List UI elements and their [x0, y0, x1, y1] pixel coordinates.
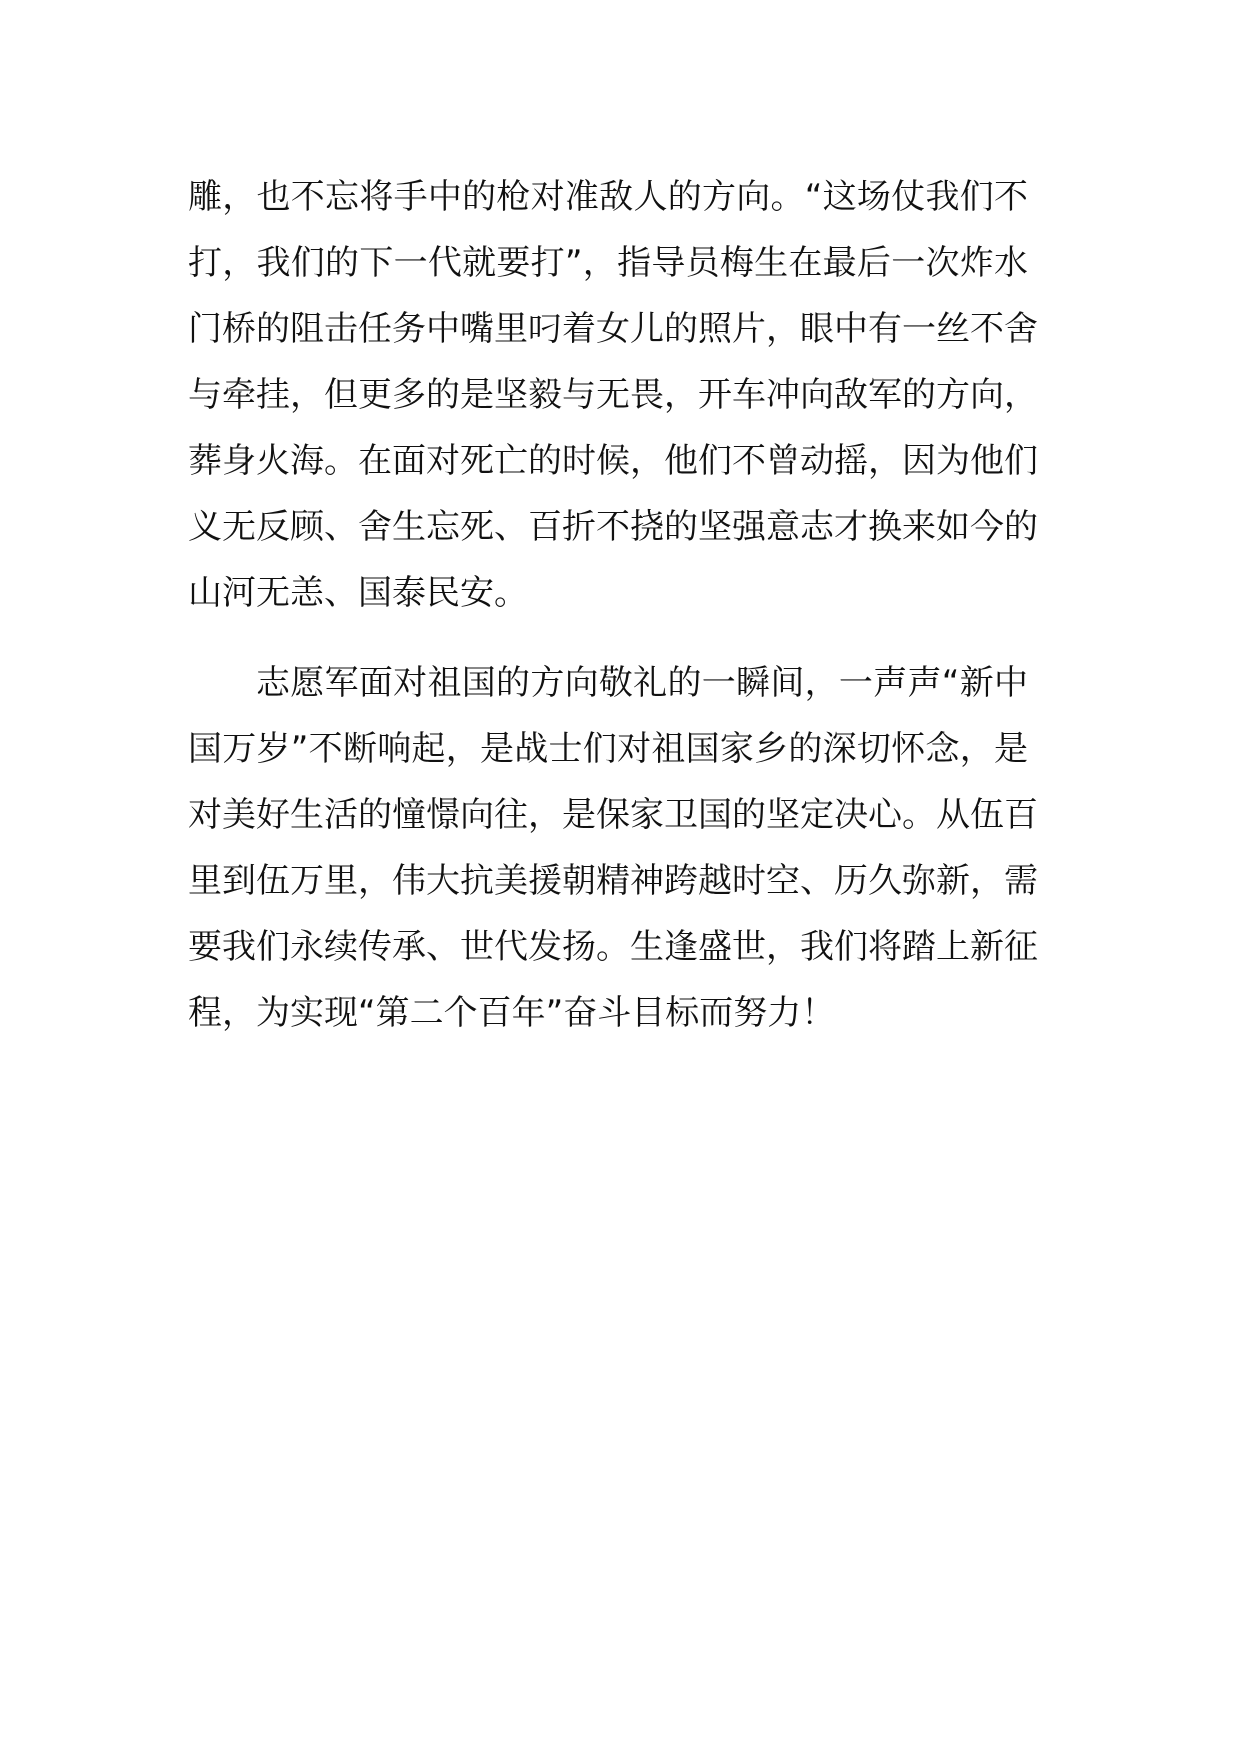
paragraph-line: 葬身火海。在面对死亡的时候，他们不曾动摇，因为他们 — [188, 441, 1038, 481]
paragraph-line: 要我们永续传承、世代发扬。生逢盛世，我们将踏上新征 — [188, 927, 1038, 967]
paragraph-line: 山河无恙、国泰民安。 — [188, 573, 528, 613]
paragraph-line: 里到伍万里，伟大抗美援朝精神跨越时空、历久弥新，需 — [188, 861, 1038, 901]
paragraph-line: 义无反顾、舍生忘死、百折不挠的坚强意志才换来如今的 — [188, 507, 1038, 547]
paragraph-line: 雕，也不忘将手中的枪对准敌人的方向。“这场仗我们不 — [188, 177, 1028, 217]
paragraph-line: 国万岁”不断响起，是战士们对祖国家乡的深切怀念，是 — [188, 729, 1028, 769]
paragraph-line: 程，为实现“第二个百年”奋斗目标而努力！ — [188, 993, 836, 1033]
paragraph-1 — [188, 164, 1038, 626]
paragraph-line: 志愿军面对祖国的方向敬礼的一瞬间，一声声“新中 — [256, 663, 1028, 703]
paragraph-line: 与牵挂，但更多的是坚毅与无畏，开车冲向敌军的方向， — [188, 375, 1038, 415]
paragraph-2 — [188, 650, 1038, 1046]
paragraph-line: 打，我们的下一代就要打”，指导员梅生在最后一次炸水 — [188, 243, 1028, 283]
paragraph-line: 对美好生活的憧憬向往，是保家卫国的坚定决心。从伍百 — [188, 795, 1038, 835]
paragraph-line: 门桥的阻击任务中嘴里叼着女儿的照片，眼中有一丝不舍 — [188, 309, 1038, 349]
